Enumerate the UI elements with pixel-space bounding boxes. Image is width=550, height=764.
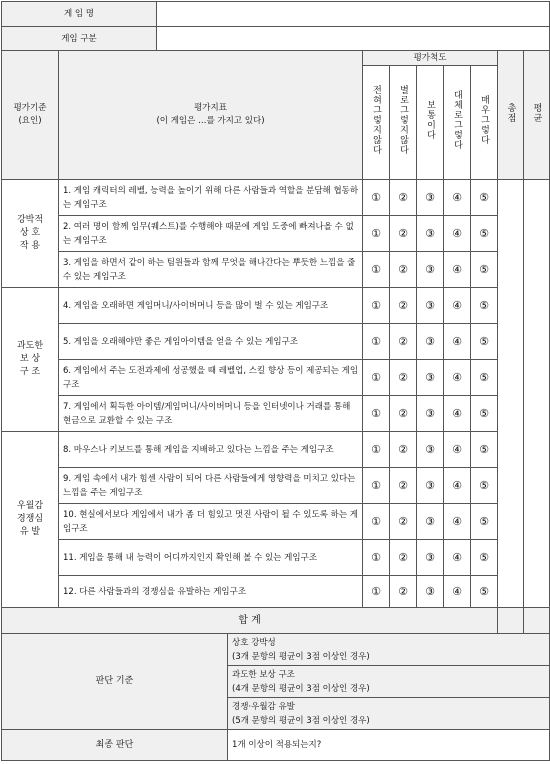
game-name-value[interactable]	[157, 2, 550, 27]
rating-option-3[interactable]: ③	[417, 504, 444, 540]
table-row	[2, 216, 550, 252]
judgment-row	[2, 634, 550, 666]
indicator-item: 3. 게임을 하면서 같이 하는 팀원들과 함께 무엇을 해나간다는 뿌듯한 느낌을 줄 수 있는 게임구조	[59, 252, 363, 288]
rating-option-1[interactable]: ①	[363, 360, 390, 396]
sum-average-cell[interactable]	[524, 608, 550, 634]
total-header	[498, 51, 524, 180]
table-row	[2, 432, 550, 468]
factor-cell: 과도한 보 상 구 조	[2, 288, 59, 432]
scale-option-3	[417, 66, 444, 180]
average-header-label: 평균	[531, 102, 542, 123]
sum-row	[2, 608, 550, 634]
scale-option-1	[363, 66, 390, 180]
rating-option-1[interactable]: ①	[363, 324, 390, 360]
rating-option-3[interactable]: ③	[417, 468, 444, 504]
indicator-item: 5. 게임을 오래해야만 좋은 게임아이템을 얻을 수 있는 게임구조	[59, 324, 363, 360]
table-row	[2, 288, 550, 324]
scale-option-label: 전혀그렇지않다	[371, 85, 381, 155]
rating-option-4[interactable]: ④	[444, 576, 471, 608]
rating-option-1[interactable]: ①	[363, 540, 390, 576]
rating-option-1[interactable]: ①	[363, 396, 390, 432]
rating-option-2[interactable]: ②	[390, 540, 417, 576]
rating-option-3[interactable]: ③	[417, 432, 444, 468]
table-row	[2, 396, 550, 432]
indicator-item: 12. 다른 사람들과의 경쟁심을 유발하는 게임구조	[59, 576, 363, 608]
rating-option-4[interactable]: ④	[444, 540, 471, 576]
indicator-header: 평가지표 (이 게임은 …를 가지고 있다)	[59, 51, 363, 180]
evaluation-table	[1, 50, 550, 634]
scale-option-4	[444, 66, 471, 180]
indicator-item: 8. 마우스나 키보드를 통해 게임을 지배하고 있다는 느낌을 주는 게임구조	[59, 432, 363, 468]
rating-option-1[interactable]: ①	[363, 288, 390, 324]
rating-option-2[interactable]: ②	[390, 576, 417, 608]
rating-option-5[interactable]: ⑤	[471, 360, 498, 396]
scale-option-label: 매우그렇다	[479, 95, 490, 145]
rating-option-2[interactable]: ②	[390, 360, 417, 396]
rating-option-2[interactable]: ②	[390, 324, 417, 360]
indicator-item: 10. 현실에서보다 게임에서 내가 좀 더 힘있고 멋진 사람이 될 수 있도록 하는 게임구조	[59, 504, 363, 540]
sum-label: 합 계	[2, 608, 498, 634]
criterion-title: 경쟁·우월감 유발	[232, 701, 295, 712]
rating-option-4[interactable]: ④	[444, 504, 471, 540]
rating-option-3[interactable]: ③	[417, 324, 444, 360]
scale-option-label: 대체로그렇다	[452, 90, 462, 150]
rating-option-1[interactable]: ①	[363, 180, 390, 216]
rating-option-5[interactable]: ⑤	[471, 576, 498, 608]
scale-header: 평가척도	[363, 51, 498, 66]
indicator-item: 1. 게임 캐릭터의 레벨, 능력을 높이기 위해 다른 사람들과 역할을 분담해 협동하는 게임구조	[59, 180, 363, 216]
rating-option-5[interactable]: ⑤	[471, 396, 498, 432]
rating-option-4[interactable]: ④	[444, 216, 471, 252]
rating-option-1[interactable]: ①	[363, 576, 390, 608]
judgment-criterion	[228, 666, 550, 698]
table-row	[2, 504, 550, 540]
rating-option-2[interactable]: ②	[390, 252, 417, 288]
rating-option-3[interactable]: ③	[417, 288, 444, 324]
rating-option-1[interactable]: ①	[363, 252, 390, 288]
criterion-condition: (5개 문항의 평균이 3점 이상인 경우)	[232, 715, 370, 726]
table-row	[2, 468, 550, 504]
rating-option-5[interactable]: ⑤	[471, 288, 498, 324]
sum-total-cell[interactable]	[498, 608, 524, 634]
factor-cell: 강박적 상 호 작 용	[2, 180, 59, 288]
game-name-label: 게 임 명	[2, 2, 157, 27]
game-type-label: 게임 구분	[2, 27, 157, 52]
rating-option-3[interactable]: ③	[417, 360, 444, 396]
rating-option-1[interactable]: ①	[363, 468, 390, 504]
rating-option-1[interactable]: ①	[363, 504, 390, 540]
rating-option-5[interactable]: ⑤	[471, 540, 498, 576]
criterion-title: 과도한 보상 구조	[232, 669, 295, 680]
rating-option-2[interactable]: ②	[390, 288, 417, 324]
rating-option-1[interactable]: ①	[363, 216, 390, 252]
rating-option-5[interactable]: ⑤	[471, 324, 498, 360]
total-header-label: 총점	[505, 102, 516, 123]
judgment-table	[1, 633, 550, 761]
rating-option-4[interactable]: ④	[444, 180, 471, 216]
scale-option-label: 보통이다	[425, 100, 435, 140]
indicator-item: 6. 게임에서 주는 도전과제에 성공했을 때 레벨업, 스킬 향상 등이 제공되는 게임구조	[59, 360, 363, 396]
criterion-condition: (4개 문항의 평균이 3점 이상인 경우)	[232, 683, 370, 694]
indicator-item: 2. 여러 명이 함께 임무(퀘스트)를 수행해야 때문에 게임 도중에 빠져나올 수 없는 게임구조	[59, 216, 363, 252]
criterion-title: 상호 강박성	[232, 637, 276, 648]
rating-option-3[interactable]: ③	[417, 576, 444, 608]
judgment-label: 판단 기준	[2, 634, 228, 730]
rating-option-4[interactable]: ④	[444, 432, 471, 468]
rating-option-2[interactable]: ②	[390, 504, 417, 540]
rating-option-2[interactable]: ②	[390, 468, 417, 504]
judgment-criterion	[228, 698, 550, 730]
rating-option-1[interactable]: ①	[363, 432, 390, 468]
rating-option-4[interactable]: ④	[444, 288, 471, 324]
criterion-condition: (3개 문항의 평균이 3점 이상인 경우)	[232, 651, 370, 662]
table-row	[2, 252, 550, 288]
judgment-criterion	[228, 634, 550, 666]
final-row	[2, 730, 550, 761]
scale-option-label: 별로그렇지않다	[398, 85, 408, 155]
indicator-item: 9. 게임 속에서 내가 힘센 사람이 되어 다른 사람들에게 영향력을 미치고 있다는 느낌을 주는 게임구조	[59, 468, 363, 504]
rating-option-4[interactable]: ④	[444, 324, 471, 360]
total-score-cell[interactable]	[498, 180, 524, 608]
indicator-item: 7. 게임에서 획득한 아이템/게임머니/사이버머니 등을 인터넷이나 거래를 통해 현금으로 교환할 수 있는 구조	[59, 396, 363, 432]
rating-option-5[interactable]: ⑤	[471, 432, 498, 468]
table-row	[2, 360, 550, 396]
rating-option-5[interactable]: ⑤	[471, 252, 498, 288]
info-table	[1, 1, 550, 52]
rating-option-2[interactable]: ②	[390, 432, 417, 468]
table-row	[2, 180, 550, 216]
average-score-cell[interactable]	[524, 180, 550, 608]
rating-option-4[interactable]: ④	[444, 252, 471, 288]
indicator-item: 11. 게임을 통해 내 능력이 어디까지인지 확인해 볼 수 있는 게임구조	[59, 540, 363, 576]
rating-option-5[interactable]: ⑤	[471, 180, 498, 216]
rating-option-4[interactable]: ④	[444, 360, 471, 396]
rating-option-3[interactable]: ③	[417, 216, 444, 252]
rating-option-3[interactable]: ③	[417, 252, 444, 288]
final-label: 최종 판단	[2, 730, 228, 761]
factor-cell: 우월감 경쟁심 유 발	[2, 432, 59, 608]
rating-option-5[interactable]: ⑤	[471, 216, 498, 252]
rating-option-2[interactable]: ②	[390, 396, 417, 432]
rating-option-3[interactable]: ③	[417, 396, 444, 432]
rating-option-5[interactable]: ⑤	[471, 504, 498, 540]
scale-option-5	[471, 66, 498, 180]
scale-option-2	[390, 66, 417, 180]
rating-option-4[interactable]: ④	[444, 396, 471, 432]
rating-option-5[interactable]: ⑤	[471, 468, 498, 504]
rating-option-2[interactable]: ②	[390, 180, 417, 216]
rating-option-4[interactable]: ④	[444, 468, 471, 504]
table-row	[2, 576, 550, 608]
average-header	[524, 51, 550, 180]
game-type-value[interactable]	[157, 27, 550, 52]
indicator-item: 4. 게임을 오래하면 게임머니/사이버머니 등을 많이 벌 수 있는 게임구조	[59, 288, 363, 324]
table-row	[2, 324, 550, 360]
rating-option-2[interactable]: ②	[390, 216, 417, 252]
final-question[interactable]: 1개 이상이 적용되는지?	[228, 730, 550, 761]
rating-option-3[interactable]: ③	[417, 180, 444, 216]
criteria-header: 평가기준 (요인)	[2, 51, 59, 180]
table-row	[2, 540, 550, 576]
rating-option-3[interactable]: ③	[417, 540, 444, 576]
